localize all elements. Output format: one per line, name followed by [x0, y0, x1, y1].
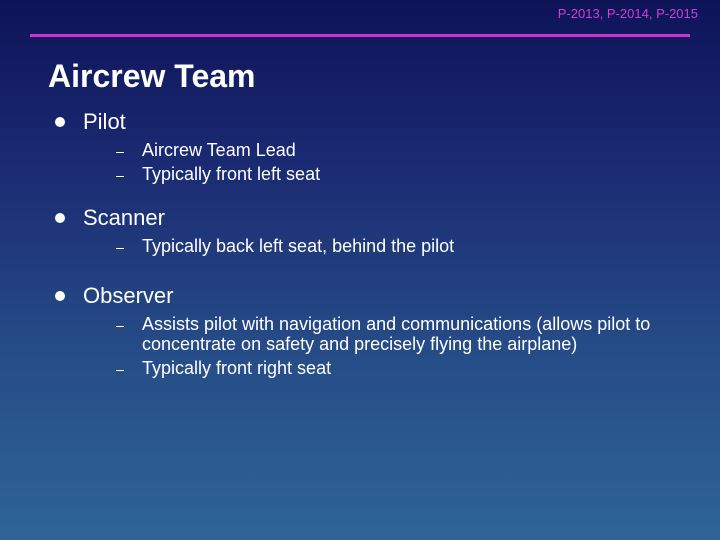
- dash-icon: [116, 248, 124, 249]
- sub-item-text: Typically back left seat, behind the pilot: [142, 236, 455, 256]
- bullet-label: Pilot: [83, 109, 126, 134]
- sub-item: [83, 140, 685, 160]
- bullet-dot-icon: [55, 117, 65, 127]
- bullet-scanner: [55, 204, 685, 256]
- bullet-pilot: [55, 108, 685, 184]
- sub-list: [83, 314, 685, 378]
- dash-icon: [116, 370, 124, 371]
- dash-icon: [116, 326, 124, 327]
- sub-list: [83, 140, 685, 184]
- bullet-dot-icon: [55, 213, 65, 223]
- sub-item: [83, 236, 685, 256]
- bullet-label: Observer: [83, 283, 174, 308]
- dash-icon: [116, 176, 124, 177]
- sub-item: [83, 314, 685, 354]
- sub-item-text: Typically front left seat: [142, 164, 321, 184]
- bullet-dot-icon: [55, 291, 65, 301]
- course-codes: P-2013, P-2014, P-2015: [557, 6, 698, 21]
- sub-list: [83, 236, 685, 256]
- dash-icon: [116, 152, 124, 153]
- sub-item-text: Assists pilot with navigation and communications (allows pilot to concentrate on safety and precisely flying the airplane): [142, 314, 651, 354]
- bullet-label: Scanner: [83, 205, 165, 230]
- bullet-observer: [55, 282, 685, 378]
- sub-item: [83, 164, 685, 184]
- sub-item: [83, 358, 685, 378]
- bullet-list: [55, 108, 685, 382]
- header-divider: [30, 34, 690, 37]
- sub-item-text: Typically front right seat: [142, 358, 332, 378]
- sub-item-text: Aircrew Team Lead: [142, 140, 296, 160]
- slide-title: Aircrew Team: [48, 58, 256, 94]
